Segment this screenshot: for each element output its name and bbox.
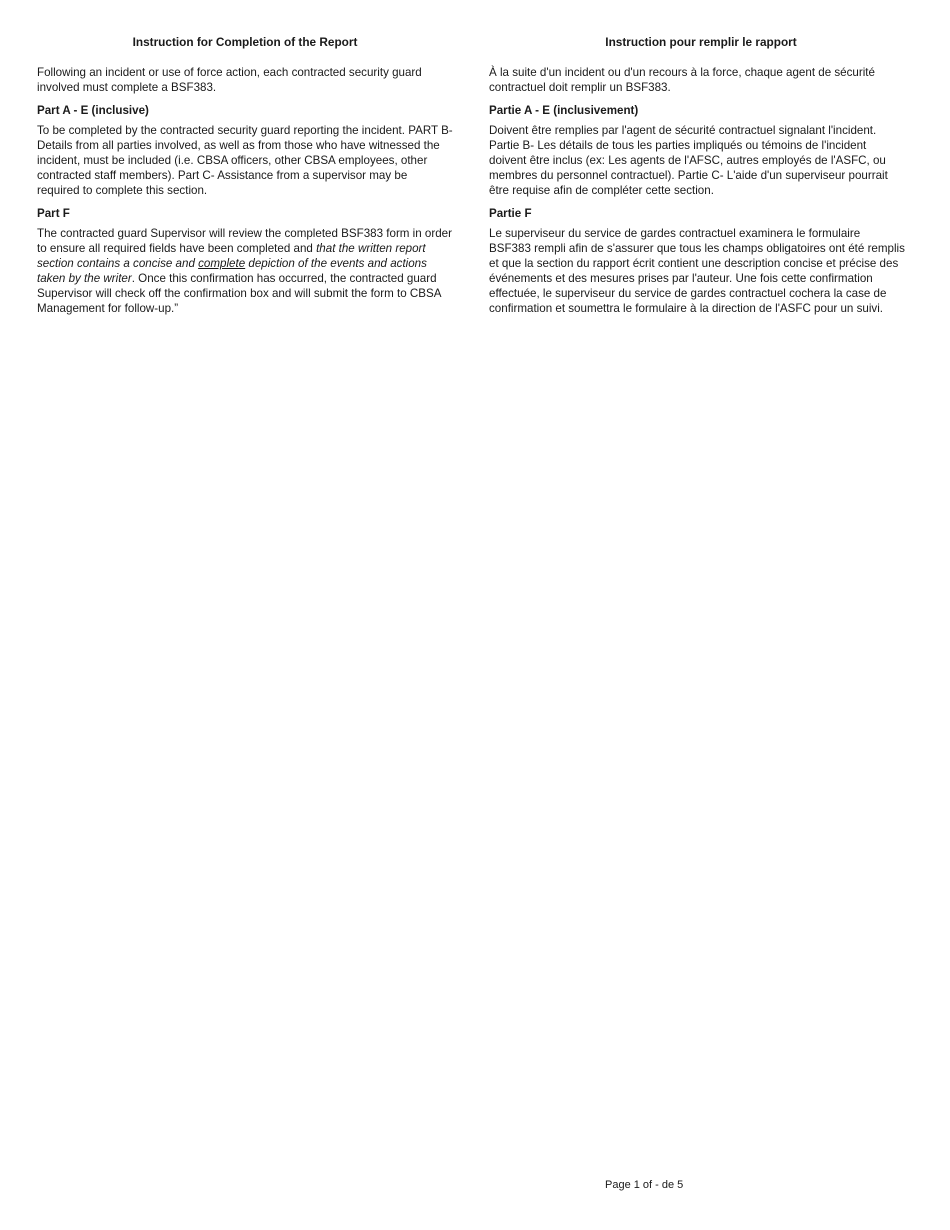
french-part-a-e-heading: Partie A - E (inclusivement) [489,104,639,117]
french-instructions-column [489,35,905,324]
english-instructions-column [37,35,453,324]
french-part-f-heading: Partie F [489,207,532,220]
english-part-f-paragraph [37,226,453,316]
english-part-f-text-2: . Once this confirmation has occurred, the contracted guard Supervisor will check off the confirmation box and will submit the form to CBSA Management for follow-up.” [37,272,441,315]
english-part-f-heading: Part F [37,207,70,220]
english-part-f-italic-2: depiction of the events and actions taken by the writer [37,257,427,285]
english-title: Instruction for Completion of the Report [132,35,358,49]
english-part-f-italic-1: that the written report section contains a concise and [37,242,426,270]
french-intro-paragraph: À la suite d'un incident ou d'un recours à la force, chaque agent de sécurité contractuel doit remplir un BSF383. [489,66,875,94]
english-part-f-text-1: The contracted guard Supervisor will review the completed BSF383 form in order to ensure all required fields have been completed and [37,227,452,255]
english-part-a-e-heading: Part A - E (inclusive) [37,104,149,117]
french-part-a-e-paragraph: Doivent être remplies par l'agent de sécurité contractuel signalant l'incident. Partie B- Les détails de tous les parties impliqués ou témoins de l'incident doivent être inclus (ex: Les agents de l'AFSC, autres employés de l'ASFC, ou membres du personnel contractuel). Partie C- L'aide d'un superviseur pourrait être requise afin de compléter cette section. [489,124,888,197]
english-part-f-underlined-word: complete [198,257,246,270]
english-intro-paragraph: Following an incident or use of force action, each contracted security guard involved must complete a BSF383. [37,66,422,94]
french-title: Instruction pour remplir le rapport [605,35,797,49]
french-part-f-paragraph: Le superviseur du service de gardes contractuel examinera le formulaire BSF383 rempli afin de s'assurer que tous les champs obligatoires ont été remplis et que la section du rapport écrit contient une description concise et précise des événements et des mesures prises par l'auteur. Une fois cette confirmation effectuée, le superviseur du service de gardes contractuel cochera la case de confirmation et soumettra le formulaire à la direction de l'ASFC pour un suivi. [489,227,905,315]
english-part-a-e-paragraph: To be completed by the contracted security guard reporting the incident. PART B- Details from all parties involved, as well as from those who have witnessed the incident, must be included (i.e. CBSA officers, other CBSA employees, other contracted staff members). Part C- Assistance from a supervisor may be required to complete this section. [37,124,453,197]
page-number: Page 1 of - de 5 [605,1179,684,1191]
